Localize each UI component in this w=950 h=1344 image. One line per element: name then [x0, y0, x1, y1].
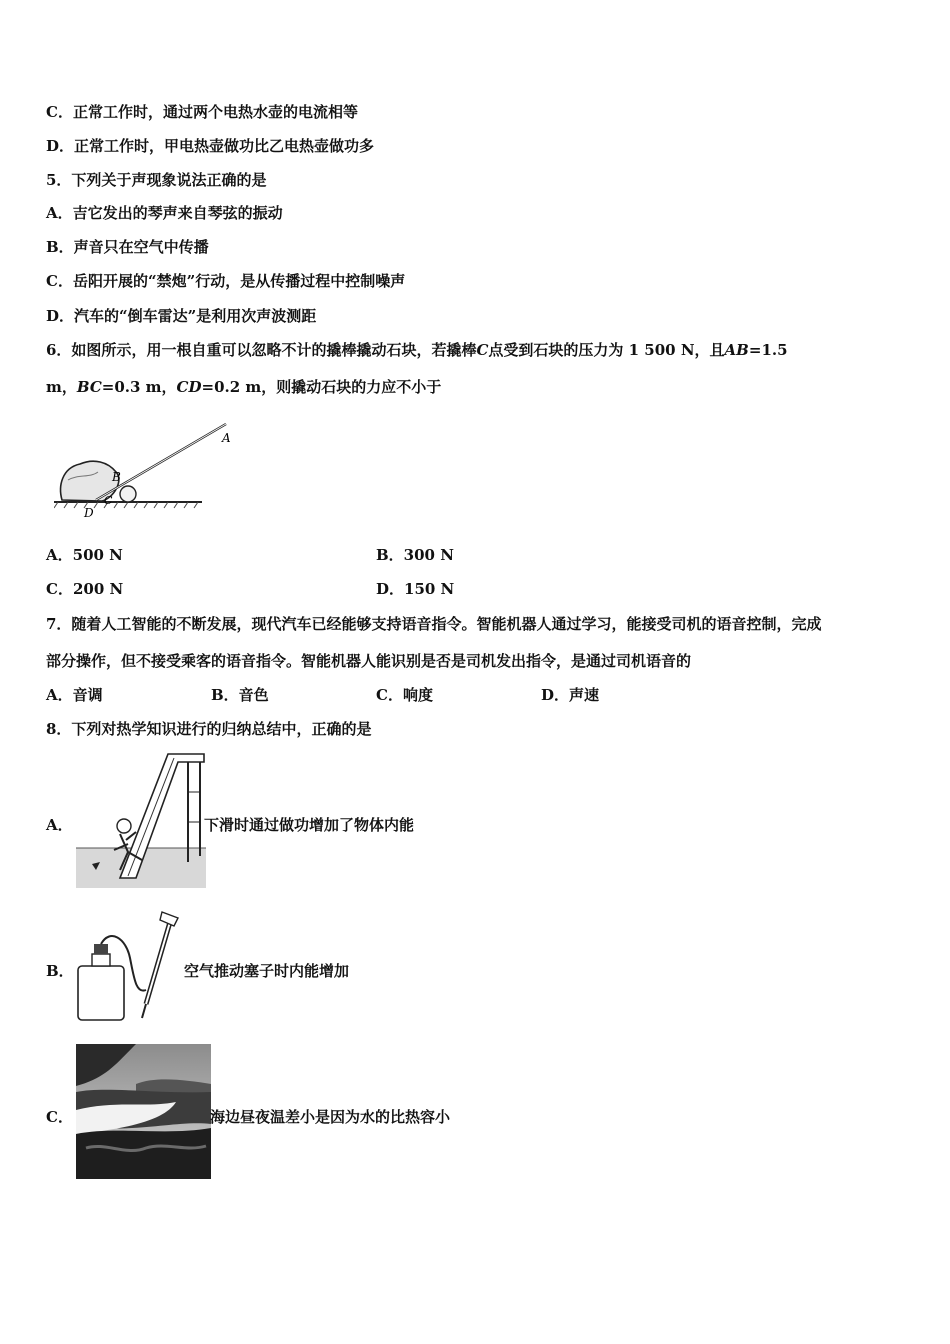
- q8-option-b-label: B．: [46, 962, 74, 980]
- slide-illustration: [76, 752, 206, 888]
- q5-stem: 5．下列关于声现象说法正确的是: [46, 171, 267, 189]
- q8-option-a-label: A．: [46, 816, 73, 834]
- rocky-shore: [76, 1128, 211, 1179]
- bottle-neck: [92, 954, 110, 966]
- pump-bottle-illustration: [74, 908, 186, 1024]
- label-d: D: [84, 506, 94, 520]
- child-head: [117, 819, 131, 833]
- q8-stem: 8．下列对热学知识进行的归纳总结中，正确的是: [46, 720, 372, 738]
- label-b: B: [112, 470, 121, 484]
- q6-stem-line2: [46, 377, 441, 397]
- q6-line2-part3: =0.2 m，则撬动石块的力应不小于: [201, 378, 442, 396]
- q6-option-d: D．150 N: [376, 580, 455, 598]
- q6-stem-part1: 6．如图所示，用一根自重可以忽略不计的撬棒撬动石块，若撬棒: [46, 341, 477, 359]
- q6-option-c: C．200 N: [46, 580, 124, 598]
- bottle: [78, 966, 124, 1020]
- q5-option-d: D．汽车的“倒车雷达”是利用次声波测距: [46, 307, 317, 325]
- q7-stem-line2: 部分操作，但不接受乘客的语音指令。智能机器人能识别是否是司机发出指令，是通过司机语音的: [46, 652, 692, 670]
- q8-option-b-text: 空气推动塞子时内能增加: [184, 962, 350, 980]
- pump-barrel-inner: [146, 922, 170, 1004]
- q6-option-a: A．500 N: [46, 546, 123, 564]
- pump-nozzle: [142, 1004, 146, 1018]
- q8-option-c-text: 海边昼夜温差小是因为水的比热容小: [210, 1108, 451, 1126]
- label-c: C: [104, 494, 113, 507]
- q5-option-b: B．声音只在空气中传播: [46, 238, 209, 256]
- fulcrum-stone: [120, 486, 136, 502]
- q7-option-b: B．音色: [211, 686, 269, 704]
- q5-option-a: A．吉它发出的琴声来自琴弦的振动: [46, 204, 283, 222]
- q6-stem-part3: =1.5: [748, 341, 788, 359]
- q6-var-cd: CD: [176, 378, 202, 396]
- q6-var-ab: AB: [724, 341, 749, 359]
- q6-stem-part2: 点受到石块的压力为 1 500 N，且: [488, 341, 725, 359]
- q6-var-c: C: [476, 341, 489, 359]
- q8-option-c-label: C．: [46, 1108, 73, 1126]
- q4-option-c: C．正常工作时，通过两个电热水壶的电流相等: [46, 103, 358, 121]
- q7-option-c: C．响度: [376, 686, 433, 704]
- q6-lever-figure: [54, 420, 244, 522]
- q4-option-d: D．正常工作时，甲电热壶做功比乙电热壶做功多: [46, 137, 375, 155]
- q6-stem-line1: [46, 340, 788, 360]
- bottle-stopper: [94, 944, 108, 954]
- q8-option-a-text: 下滑时通过做功增加了物体内能: [204, 816, 415, 834]
- lever-highlight: [96, 424, 226, 500]
- label-a: A: [222, 431, 231, 445]
- q6-var-bc: BC: [76, 378, 102, 396]
- q6-line2-part2: =0.3 m，: [101, 378, 177, 396]
- q5-option-c: C．岳阳开展的“禁炮”行动，是从传播过程中控制噪声: [46, 272, 406, 290]
- q7-option-a: A．音调: [46, 686, 103, 704]
- q7-option-d: D．声速: [541, 686, 600, 704]
- q6-line2-part1: m，: [46, 378, 77, 396]
- pump-handle: [160, 912, 178, 926]
- seaside-photo: [76, 1044, 211, 1179]
- q7-stem-line1: 7．随着人工智能的不断发展，现代汽车已经能够支持语音指令。智能机器人通过学习，能接受司机的语音控制，完成: [46, 615, 822, 633]
- q6-option-b: B．300 N: [376, 546, 454, 564]
